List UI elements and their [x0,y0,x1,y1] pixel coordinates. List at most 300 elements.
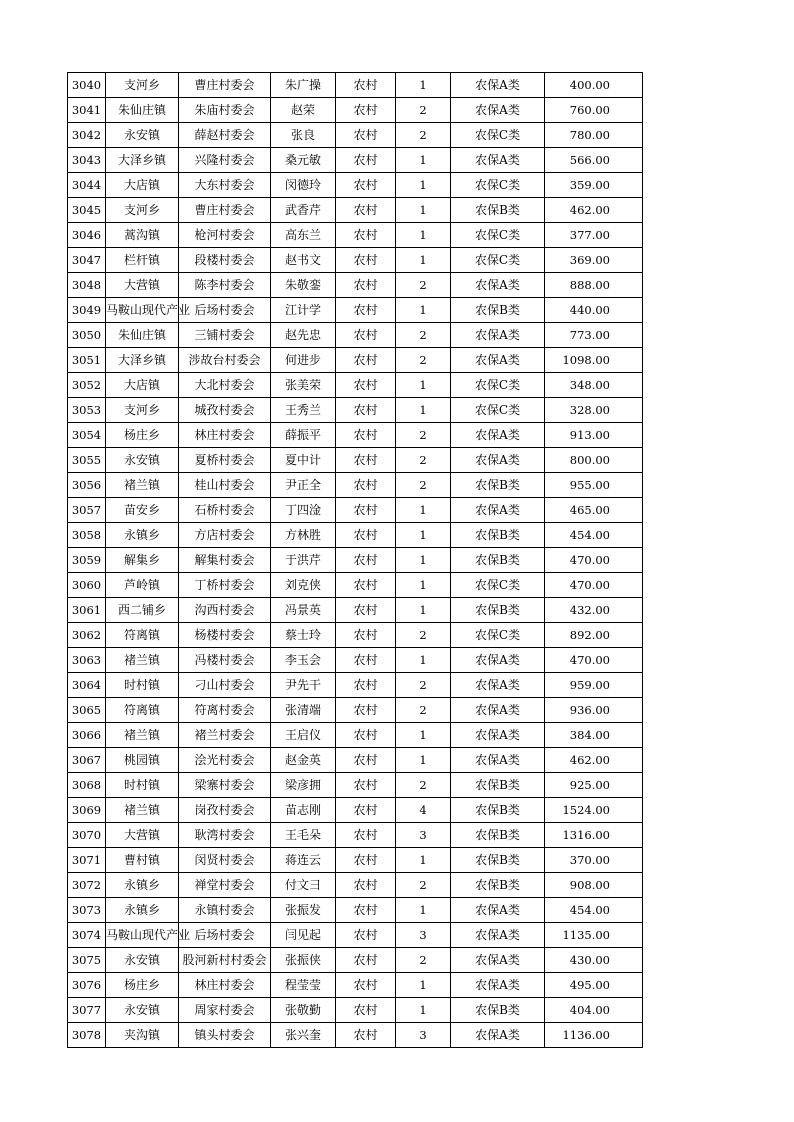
cell-category: 农保A类 [451,898,545,923]
cell-village: 梁寨村委会 [179,773,271,798]
cell-id: 3052 [68,373,106,398]
cell-count: 2 [396,98,451,123]
cell-category: 农保A类 [451,648,545,673]
cell-category: 农保A类 [451,948,545,973]
table-row [68,973,643,998]
cell-category: 农保B类 [451,823,545,848]
cell-amount: 384.00 [545,723,643,748]
cell-id: 3057 [68,498,106,523]
cell-type: 农村 [336,873,396,898]
cell-type: 农村 [336,1023,396,1048]
cell-village: 符离村委会 [179,698,271,723]
cell-id: 3042 [68,123,106,148]
cell-type: 农村 [336,748,396,773]
cell-town: 支河乡 [106,198,179,223]
cell-amount: 773.00 [545,323,643,348]
cell-name: 张振发 [271,898,336,923]
cell-id: 3078 [68,1023,106,1048]
cell-village: 岗孜村委会 [179,798,271,823]
cell-count: 2 [396,673,451,698]
table-row [68,123,643,148]
cell-count: 1 [396,898,451,923]
cell-town: 马鞍山现代产业 [106,298,179,323]
cell-town: 褚兰镇 [106,798,179,823]
cell-name: 冯景英 [271,598,336,623]
cell-id: 3064 [68,673,106,698]
cell-village: 后场村委会 [179,923,271,948]
cell-town: 朱仙庄镇 [106,323,179,348]
cell-town: 褚兰镇 [106,723,179,748]
cell-category: 农保A类 [451,698,545,723]
cell-amount: 470.00 [545,648,643,673]
cell-id: 3061 [68,598,106,623]
table-row [68,898,643,923]
cell-category: 农保A类 [451,273,545,298]
cell-count: 2 [396,948,451,973]
cell-id: 3056 [68,473,106,498]
cell-town: 解集乡 [106,548,179,573]
cell-id: 3062 [68,623,106,648]
cell-type: 农村 [336,798,396,823]
cell-name: 薛振平 [271,423,336,448]
cell-amount: 908.00 [545,873,643,898]
cell-count: 2 [396,698,451,723]
cell-village: 禅堂村委会 [179,873,271,898]
cell-village: 大东村委会 [179,173,271,198]
cell-town: 大店镇 [106,173,179,198]
cell-name: 朱广操 [271,73,336,98]
table-row [68,723,643,748]
cell-count: 2 [396,473,451,498]
table-row [68,873,643,898]
cell-category: 农保B类 [451,848,545,873]
cell-name: 蒋连云 [271,848,336,873]
table-row [68,248,643,273]
cell-id: 3066 [68,723,106,748]
cell-amount: 936.00 [545,698,643,723]
cell-id: 3071 [68,848,106,873]
table-row [68,773,643,798]
cell-category: 农保A类 [451,148,545,173]
cell-town: 永镇乡 [106,898,179,923]
cell-id: 3076 [68,973,106,998]
cell-count: 1 [396,573,451,598]
cell-town: 杨庄乡 [106,423,179,448]
cell-name: 王启仪 [271,723,336,748]
cell-type: 农村 [336,223,396,248]
cell-id: 3044 [68,173,106,198]
cell-id: 3070 [68,823,106,848]
cell-type: 农村 [336,148,396,173]
cell-town: 栏杆镇 [106,248,179,273]
cell-village: 三铺村委会 [179,323,271,348]
cell-town: 永安镇 [106,948,179,973]
cell-town: 蒿沟镇 [106,223,179,248]
cell-category: 农保C类 [451,373,545,398]
cell-name: 张美荣 [271,373,336,398]
cell-village: 段楼村委会 [179,248,271,273]
cell-count: 3 [396,923,451,948]
cell-count: 1 [396,73,451,98]
cell-name: 张敬勤 [271,998,336,1023]
cell-category: 农保B类 [451,773,545,798]
records-table-body [68,73,643,1048]
cell-amount: 1136.00 [545,1023,643,1048]
table-row [68,373,643,398]
cell-category: 农保B类 [451,873,545,898]
cell-town: 大泽乡镇 [106,348,179,373]
cell-town: 苗安乡 [106,498,179,523]
cell-count: 1 [396,848,451,873]
cell-amount: 370.00 [545,848,643,873]
cell-town: 夹沟镇 [106,1023,179,1048]
cell-amount: 470.00 [545,573,643,598]
table-row [68,98,643,123]
cell-name: 朱敬銮 [271,273,336,298]
cell-count: 1 [396,998,451,1023]
cell-village: 桂山村委会 [179,473,271,498]
cell-type: 农村 [336,598,396,623]
records-table [67,72,643,1048]
cell-id: 3077 [68,998,106,1023]
cell-count: 2 [396,623,451,648]
cell-count: 1 [396,398,451,423]
cell-type: 农村 [336,348,396,373]
cell-type: 农村 [336,298,396,323]
cell-amount: 328.00 [545,398,643,423]
cell-type: 农村 [336,248,396,273]
cell-amount: 369.00 [545,248,643,273]
cell-type: 农村 [336,623,396,648]
cell-name: 丁四淦 [271,498,336,523]
cell-id: 3075 [68,948,106,973]
cell-category: 农保A类 [451,448,545,473]
cell-town: 大营镇 [106,823,179,848]
cell-count: 1 [396,223,451,248]
cell-category: 农保B类 [451,998,545,1023]
cell-town: 符离镇 [106,623,179,648]
cell-town: 大泽乡镇 [106,148,179,173]
cell-town: 大店镇 [106,373,179,398]
cell-village: 刁山村委会 [179,673,271,698]
cell-count: 1 [396,298,451,323]
cell-count: 1 [396,648,451,673]
cell-amount: 454.00 [545,523,643,548]
cell-village: 夏桥村委会 [179,448,271,473]
cell-type: 农村 [336,823,396,848]
cell-amount: 913.00 [545,423,643,448]
cell-village: 城孜村委会 [179,398,271,423]
cell-type: 农村 [336,548,396,573]
cell-town: 时村镇 [106,673,179,698]
cell-amount: 359.00 [545,173,643,198]
table-row [68,398,643,423]
cell-category: 农保B类 [451,198,545,223]
cell-name: 高东兰 [271,223,336,248]
cell-type: 农村 [336,473,396,498]
cell-count: 2 [396,323,451,348]
cell-id: 3045 [68,198,106,223]
cell-village: 陈李村委会 [179,273,271,298]
cell-count: 2 [396,773,451,798]
cell-name: 付文彐 [271,873,336,898]
cell-name: 闫见起 [271,923,336,948]
cell-name: 赵先忠 [271,323,336,348]
cell-amount: 348.00 [545,373,643,398]
table-row [68,848,643,873]
cell-village: 永镇村委会 [179,898,271,923]
cell-category: 农保A类 [451,723,545,748]
cell-type: 农村 [336,923,396,948]
cell-category: 农保B类 [451,298,545,323]
cell-count: 2 [396,423,451,448]
cell-village: 杨楼村委会 [179,623,271,648]
cell-id: 3060 [68,573,106,598]
cell-town: 褚兰镇 [106,473,179,498]
cell-town: 大营镇 [106,273,179,298]
cell-town: 支河乡 [106,398,179,423]
cell-village: 冯楼村委会 [179,648,271,673]
table-row [68,473,643,498]
cell-type: 农村 [336,648,396,673]
cell-count: 2 [396,273,451,298]
table-row [68,423,643,448]
table-row [68,273,643,298]
cell-amount: 892.00 [545,623,643,648]
table-row [68,673,643,698]
cell-town: 西二铺乡 [106,598,179,623]
cell-category: 农保C类 [451,398,545,423]
cell-amount: 404.00 [545,998,643,1023]
cell-village: 枪河村委会 [179,223,271,248]
cell-id: 3055 [68,448,106,473]
cell-name: 夏中计 [271,448,336,473]
cell-count: 1 [396,723,451,748]
cell-amount: 959.00 [545,673,643,698]
table-row [68,748,643,773]
cell-name: 于洪芹 [271,548,336,573]
cell-count: 4 [396,798,451,823]
cell-town: 永镇乡 [106,523,179,548]
cell-village: 闵贤村委会 [179,848,271,873]
cell-category: 农保A类 [451,73,545,98]
cell-name: 张清端 [271,698,336,723]
table-row [68,298,643,323]
cell-village: 解集村委会 [179,548,271,573]
cell-name: 何进步 [271,348,336,373]
cell-type: 农村 [336,698,396,723]
cell-type: 农村 [336,498,396,523]
cell-id: 3041 [68,98,106,123]
cell-village: 曹庄村委会 [179,73,271,98]
cell-village: 涉故台村委会 [179,348,271,373]
cell-town: 支河乡 [106,73,179,98]
cell-town: 朱仙庄镇 [106,98,179,123]
cell-id: 3053 [68,398,106,423]
cell-name: 张兴奎 [271,1023,336,1048]
table-row [68,798,643,823]
cell-village: 兴隆村委会 [179,148,271,173]
cell-village: 镇头村委会 [179,1023,271,1048]
table-row [68,448,643,473]
cell-amount: 1316.00 [545,823,643,848]
cell-village: 褚兰村委会 [179,723,271,748]
cell-name: 赵书文 [271,248,336,273]
cell-amount: 400.00 [545,73,643,98]
cell-count: 1 [396,748,451,773]
cell-id: 3046 [68,223,106,248]
cell-town: 时村镇 [106,773,179,798]
cell-town: 永安镇 [106,123,179,148]
cell-type: 农村 [336,973,396,998]
cell-category: 农保A类 [451,748,545,773]
cell-town: 永镇乡 [106,873,179,898]
cell-id: 3059 [68,548,106,573]
table-row [68,698,643,723]
cell-village: 林庄村委会 [179,973,271,998]
cell-amount: 465.00 [545,498,643,523]
cell-category: 农保A类 [451,923,545,948]
cell-type: 农村 [336,573,396,598]
cell-category: 农保A类 [451,498,545,523]
cell-category: 农保C类 [451,573,545,598]
cell-type: 农村 [336,423,396,448]
cell-category: 农保A类 [451,423,545,448]
cell-amount: 462.00 [545,198,643,223]
cell-village: 周家村委会 [179,998,271,1023]
cell-amount: 432.00 [545,598,643,623]
cell-town: 褚兰镇 [106,648,179,673]
cell-amount: 800.00 [545,448,643,473]
cell-town: 马鞍山现代产业 [106,923,179,948]
cell-village: 大北村委会 [179,373,271,398]
cell-count: 2 [396,348,451,373]
cell-village: 后场村委会 [179,298,271,323]
cell-category: 农保B类 [451,473,545,498]
cell-count: 1 [396,173,451,198]
cell-id: 3050 [68,323,106,348]
cell-amount: 454.00 [545,898,643,923]
cell-amount: 1524.00 [545,798,643,823]
cell-id: 3058 [68,523,106,548]
cell-category: 农保C类 [451,223,545,248]
cell-village: 林庄村委会 [179,423,271,448]
cell-category: 农保A类 [451,1023,545,1048]
cell-type: 农村 [336,123,396,148]
cell-village: 薛赵村委会 [179,123,271,148]
cell-name: 李玉会 [271,648,336,673]
cell-category: 农保C类 [451,623,545,648]
cell-amount: 566.00 [545,148,643,173]
cell-id: 3054 [68,423,106,448]
cell-type: 农村 [336,948,396,973]
cell-town: 永安镇 [106,448,179,473]
cell-amount: 955.00 [545,473,643,498]
cell-id: 3067 [68,748,106,773]
cell-count: 1 [396,498,451,523]
table-row [68,523,643,548]
cell-type: 农村 [336,723,396,748]
cell-type: 农村 [336,523,396,548]
cell-type: 农村 [336,998,396,1023]
cell-name: 王毛朵 [271,823,336,848]
cell-town: 曹村镇 [106,848,179,873]
table-row [68,573,643,598]
cell-name: 桑元敏 [271,148,336,173]
cell-id: 3043 [68,148,106,173]
cell-village: 股河新村村委会 [179,948,271,973]
cell-id: 3065 [68,698,106,723]
table-row [68,998,643,1023]
cell-id: 3040 [68,73,106,98]
cell-type: 农村 [336,898,396,923]
cell-village: 浍光村委会 [179,748,271,773]
cell-name: 刘克侠 [271,573,336,598]
cell-count: 1 [396,373,451,398]
table-row [68,1023,643,1048]
cell-village: 耿湾村委会 [179,823,271,848]
cell-amount: 760.00 [545,98,643,123]
cell-count: 3 [396,1023,451,1048]
cell-category: 农保B类 [451,548,545,573]
cell-category: 农保A类 [451,98,545,123]
cell-type: 农村 [336,448,396,473]
cell-count: 1 [396,148,451,173]
cell-name: 程莹莹 [271,973,336,998]
cell-type: 农村 [336,773,396,798]
cell-name: 武香芹 [271,198,336,223]
cell-category: 农保B类 [451,798,545,823]
cell-id: 3051 [68,348,106,373]
cell-amount: 377.00 [545,223,643,248]
cell-town: 符离镇 [106,698,179,723]
cell-id: 3068 [68,773,106,798]
cell-name: 蔡士玲 [271,623,336,648]
cell-name: 方林胜 [271,523,336,548]
cell-id: 3073 [68,898,106,923]
cell-id: 3048 [68,273,106,298]
cell-type: 农村 [336,673,396,698]
cell-amount: 780.00 [545,123,643,148]
cell-type: 农村 [336,173,396,198]
cell-village: 方店村委会 [179,523,271,548]
cell-category: 农保C类 [451,123,545,148]
cell-amount: 470.00 [545,548,643,573]
table-row [68,148,643,173]
table-row [68,173,643,198]
cell-category: 农保A类 [451,973,545,998]
table-row [68,348,643,373]
cell-category: 农保A类 [451,348,545,373]
table-row [68,648,643,673]
table-row [68,73,643,98]
table-row [68,598,643,623]
cell-count: 1 [396,523,451,548]
cell-type: 农村 [336,848,396,873]
cell-id: 3049 [68,298,106,323]
cell-id: 3047 [68,248,106,273]
cell-village: 丁桥村委会 [179,573,271,598]
cell-village: 石桥村委会 [179,498,271,523]
table-row [68,548,643,573]
cell-count: 1 [396,598,451,623]
cell-town: 杨庄乡 [106,973,179,998]
cell-amount: 430.00 [545,948,643,973]
cell-id: 3072 [68,873,106,898]
table-row [68,223,643,248]
cell-count: 2 [396,448,451,473]
cell-name: 江计学 [271,298,336,323]
